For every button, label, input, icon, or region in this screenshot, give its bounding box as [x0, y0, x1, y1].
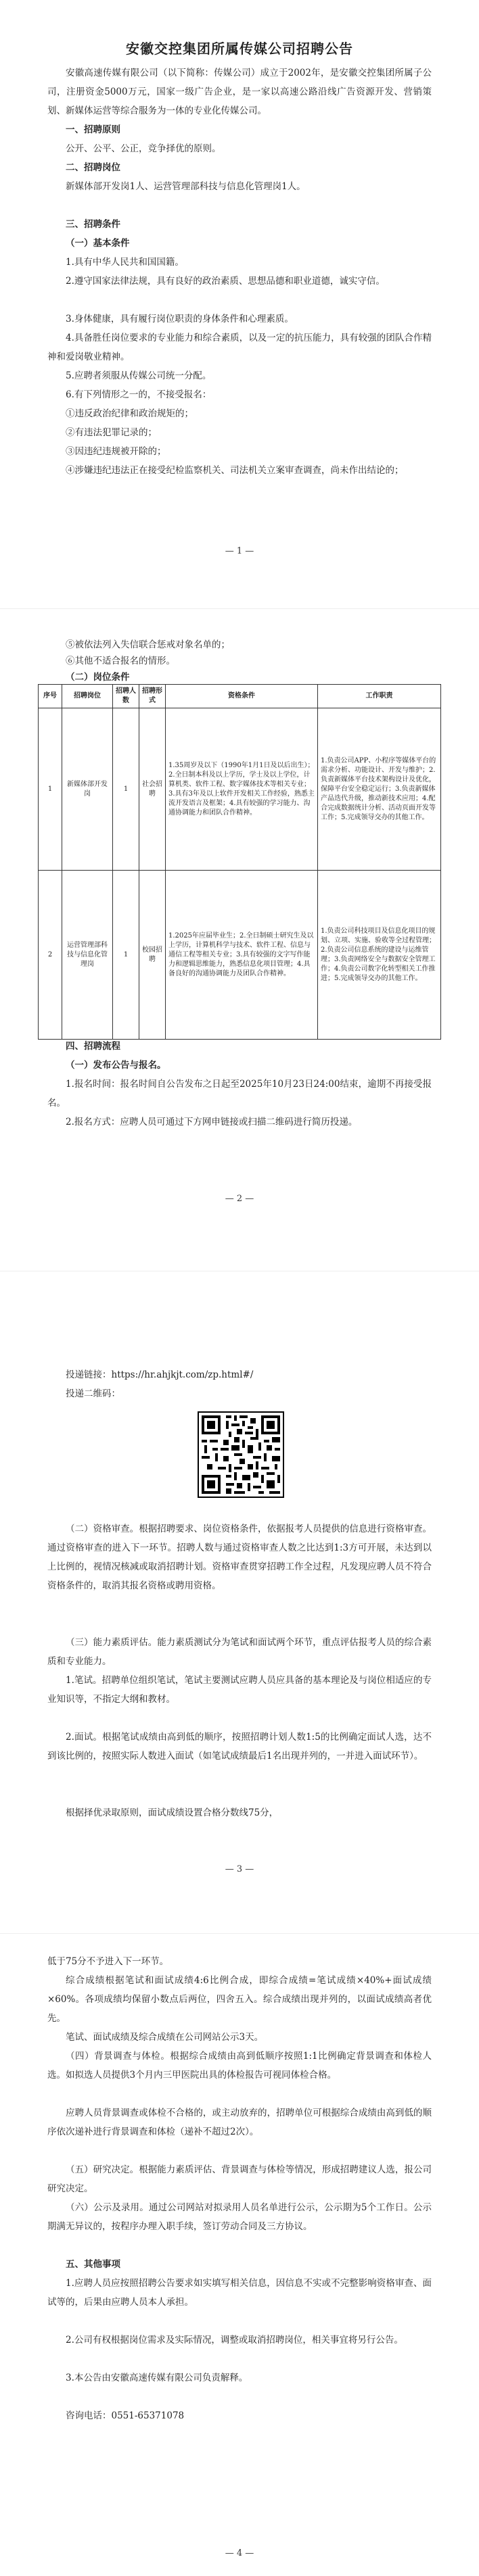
exclusion-6: ⑥其他不适合报名的情形。 [66, 656, 175, 666]
table-header-post: 招聘岗位 [62, 685, 113, 708]
section-heading-process: 四、招聘流程 [66, 1041, 120, 1052]
pass-line-continued: 低于75分不予进入下一环节。 [47, 1956, 169, 1967]
qualification-review: （二）资格审查。根据招聘要求、岗位资格条件，依据报考人员提供的信息进行资格审查。通过资格审查的进入下一环节。招聘人数与通过资格审查人数之比达到1:3方可开展，未达到以上比例的，视情况核减或取消招聘计划。资格审查贯穿招聘工作全过程，凡发现应聘人员不符合资格条件的，取消其报名资格或聘用资格。 [47, 1524, 432, 1591]
condition-1: 1.具有中华人民共和国国籍。 [66, 257, 184, 268]
contact-phone: 咨询电话：0551-65371078 [66, 2410, 185, 2421]
registration-method: 2.报名方式：应聘人员可通过下方网申链接或扫描二维码进行简历投递。 [66, 1117, 358, 1127]
background-check: （四）背景调查与体检。根据综合成绩由高到低顺序按照1:1比例确定背景调查和体检人选。如拟选人员提供3个月内三甲医院出具的体检报告可视同体检合格。 [47, 2051, 432, 2081]
row-post: 新媒体部开发岗 [62, 708, 113, 871]
other-item-3: 3.本公告由安徽高速传媒有限公司负责解释。 [66, 2373, 248, 2383]
page-title: 安徽交控集团所属传媒公司招聘公告 [126, 41, 353, 57]
qr-code-label: 投递二维码： [66, 1388, 120, 1399]
subheading-post-conditions: （二）岗位条件 [66, 672, 130, 683]
condition-6: 6.有下列情形之一的，不接受报名： [66, 389, 212, 400]
condition-3: 3.身体健康，具有履行岗位职责的身体条件和心理素质。 [66, 314, 294, 324]
exclusion-5: ⑤被依法列入失信联合惩戒对象名单的； [66, 639, 230, 650]
row-no: 1 [39, 708, 62, 871]
exclusion-2: ②有违法犯罪记录的； [66, 427, 157, 438]
table-row [39, 871, 441, 1040]
ability-assessment: （三）能力素质评估。能力素质测试分为笔试和面试两个环节，重点评估报考人员的综合素质和专业能力。 [47, 1637, 432, 1667]
table-row [39, 708, 441, 871]
publicity-and-hiring: （六）公示及录用。通过公司网站对拟录用人员名单进行公示，公示期为5个工作日。公示期满无异议的，按程序办理入职手续，签订劳动合同及三方协议。 [47, 2202, 432, 2232]
substitution-rule: 应聘人员背景调查或体检不合格的，或主动放弃的，招聘单位可根据综合成绩由高到低的顺序依次递补进行背景调查和体检（递补不超过2次）。 [47, 2108, 432, 2137]
table-header-requirements: 资格条件 [166, 685, 318, 708]
subheading-basic-conditions: （一）基本条件 [66, 238, 130, 249]
page-number-4: — 4 — [225, 2548, 254, 2558]
row-requirements: 1.35周岁及以下（1990年1月1日及以后出生）；2.全日制本科及以上学历，学士及以上学位，计算机类、软件工程、数字媒体技术等相关专业；3.具有3年及以上软件开发相关工作经验，熟悉主流开发语言及框架；4.具有较强的学习能力、沟通协调能力和团队合作精神。 [166, 708, 318, 871]
interview-pass-line: 根据择优录取原则，面试成绩设置合格分数线75分， [66, 1807, 279, 1818]
table-header-form: 招聘形式 [139, 685, 166, 708]
condition-2: 2.遵守国家法律法规，具有良好的政治素质、思想品德和职业道德，诚实守信。 [66, 276, 385, 287]
application-link[interactable]: 投递链接：https://hr.ahjkjt.com/zp.html#/ [66, 1369, 254, 1380]
other-item-1: 1.应聘人员应按照招聘公告要求如实填写相关信息，因信息不实或不完整影响资格审查、面试等的，后果由应聘人员本人承担。 [47, 2278, 432, 2308]
row-count: 1 [113, 871, 139, 1040]
exclusion-1: ①违反政治纪律和政治规矩的； [66, 408, 193, 419]
row-count: 1 [113, 708, 139, 871]
page-number-2: — 2 — [225, 1194, 254, 1204]
row-form: 社会招聘 [139, 708, 166, 871]
score-publicity: 笔试、面试成绩及综合成绩在公司网站公示3天。 [66, 2032, 264, 2043]
row-no: 2 [39, 871, 62, 1040]
registration-time: 1.报名时间：报名时间自公告发布之日起至2025年10月23日24:00结束，逾期不再接受报名。 [47, 1079, 432, 1109]
row-duties: 1.负责公司APP、小程序等媒体平台的需求分析、功能设计、开发与维护；2.负责新媒体平台技术架构设计及优化，保障平台安全稳定运行；3.负责新媒体产品迭代升级，推动新技术应用；4.配合完成数据统计分析、活动页面开发等工作；5.完成领导交办的其他工作。 [318, 708, 441, 871]
section-heading-other: 五、其他事项 [66, 2259, 120, 2270]
page-number-1: — 1 — [225, 546, 254, 556]
recruitment-table [38, 684, 441, 1040]
condition-5: 5.应聘者须服从传媒公司统一分配。 [66, 370, 212, 381]
row-form: 校园招聘 [139, 871, 166, 1040]
interview: 2.面试。根据笔试成绩由高到低的顺序，按照招聘计划人数1:5的比例确定面试人选，达不到该比例的，按照实际人数进入面试（如笔试成绩最后1名出现并列的，一并进入面试环节）。 [47, 1732, 432, 1761]
section-heading-posts: 二、招聘岗位 [66, 162, 120, 173]
section-heading-conditions: 三、招聘条件 [66, 219, 120, 230]
combined-score: 综合成绩根据笔试和面试成绩4:6比例合成，即综合成绩=笔试成绩×40%+面试成绩×60%。各项成绩均保留小数点后两位，四舍五入。综合成绩出现并列的，以面试成绩高者优先。 [47, 1975, 432, 2024]
row-requirements: 1.2025年应届毕业生；2.全日制硕士研究生及以上学历，计算机科学与技术、软件工程、信息与通信工程等相关专业；3.具有较强的文字写作能力和逻辑思维能力，熟悉信息化项目管理；4.具备良好的沟通协调能力及团队合作精神。 [166, 871, 318, 1040]
condition-4: 4.具备胜任岗位要求的专业能力和综合素质，以及一定的抗压能力，具有较强的团队合作精神和爱岗敬业精神。 [47, 333, 432, 362]
other-item-2: 2.公司有权根据岗位需求及实际情况，调整或取消招聘岗位，相关事宜将另行公告。 [66, 2335, 403, 2346]
row-duties: 1.负责公司科技项目及信息化项目的规划、立项、实施、验收等全过程管理；2.负责公司信息系统的建设与运维管理；3.负责网络安全与数据安全管理工作；4.负责公司数字化转型相关工作推进；5.完成领导交办的其他工作。 [318, 871, 441, 1040]
principle-text: 公开、公平、公正，竞争择优的原则。 [66, 143, 221, 154]
subheading-announcement: （一）发布公告与报名。 [66, 1060, 166, 1071]
page-divider [0, 608, 479, 609]
intro-paragraph: 安徽高速传媒有限公司（以下简称：传媒公司）成立于2002年，是安徽交控集团所属子公司，注册资金5000万元，国家一级广告企业，是一家以高速公路沿线广告资源开发、营销策划、新媒体运营等综合服务为一体的专业化传媒公司。 [47, 68, 432, 116]
posts-text: 新媒体部开发岗1人、运营管理部科技与信息化管理岗1人。 [66, 181, 306, 192]
section-heading-principle: 一、招聘原则 [66, 124, 120, 135]
table-header-row [39, 685, 441, 708]
table-header-count: 招聘人数 [113, 685, 139, 708]
written-exam: 1.笔试。招聘单位组织笔试，笔试主要测试应聘人员应具备的基本理论及与岗位相适应的专业知识等，不指定大纲和教材。 [47, 1675, 432, 1705]
research-decision: （五）研究决定。根据能力素质评估、背景调查与体检等情况，形成招聘建议人选，报公司研究决定。 [47, 2164, 432, 2194]
row-post: 运营管理部科技与信息化管理岗 [62, 871, 113, 1040]
page-divider [0, 1933, 479, 1934]
table-header-no: 序号 [39, 685, 62, 708]
exclusion-4: ④涉嫌违纪违法正在接受纪检监察机关、司法机关立案审查调查，尚未作出结论的； [66, 465, 404, 476]
page-number-3: — 3 — [225, 1864, 254, 1874]
exclusion-3: ③因违纪违规被开除的； [66, 446, 166, 457]
application-qr-code[interactable] [198, 1411, 284, 1498]
table-header-duties: 工作职责 [318, 685, 441, 708]
